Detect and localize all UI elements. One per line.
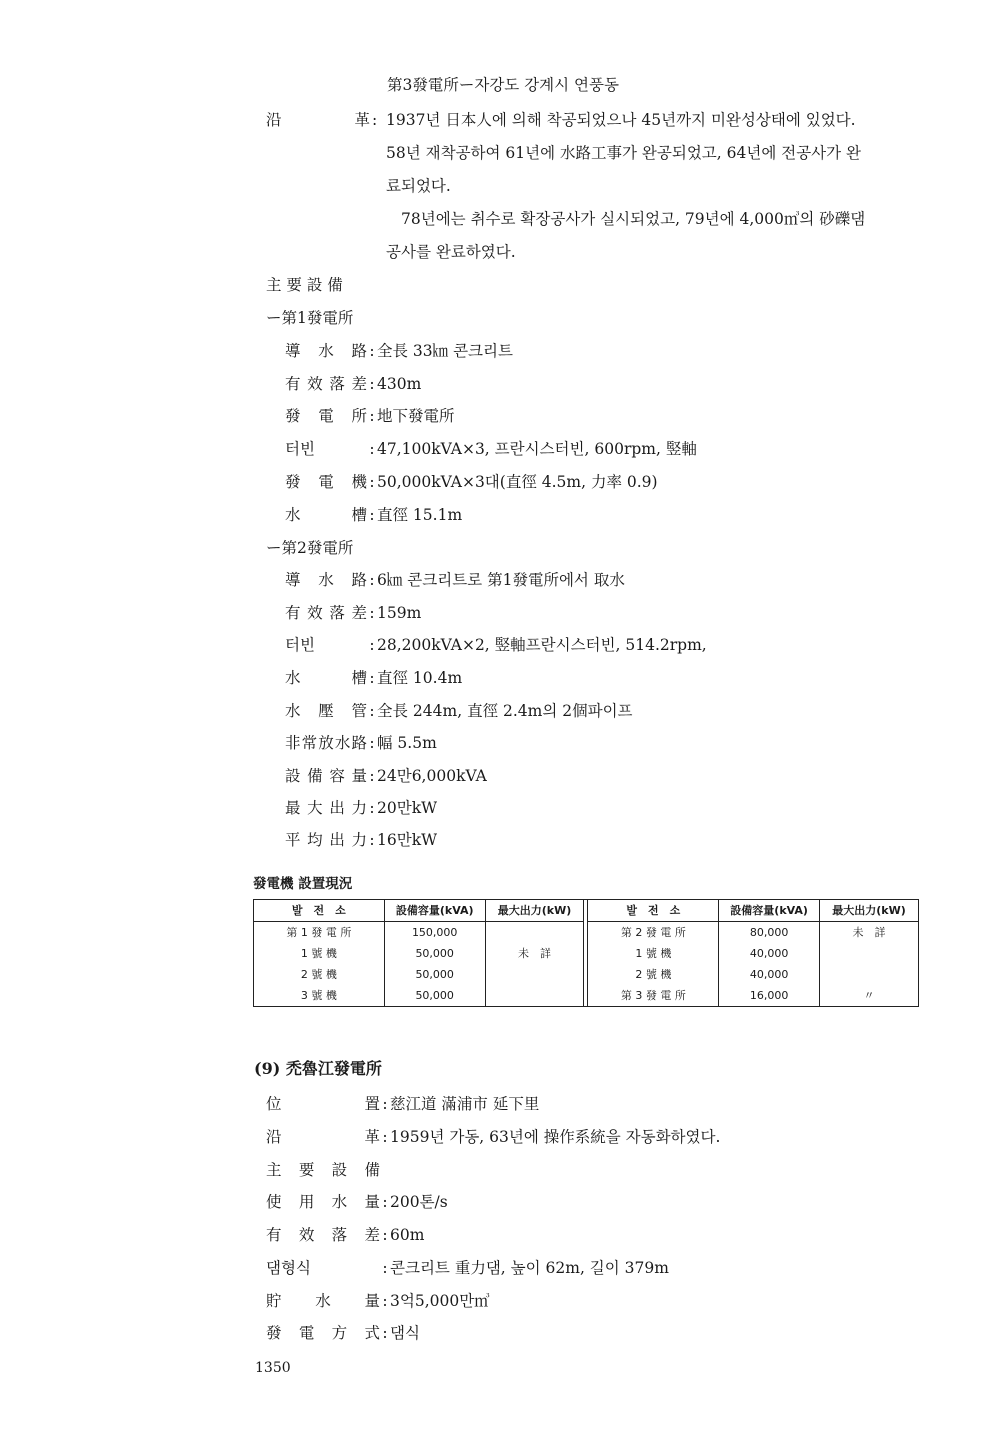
colon: : bbox=[372, 111, 378, 129]
history-line: 1937년 日本人에 의해 착공되었으나 45년까지 미완성상태에 있었다. bbox=[386, 111, 856, 129]
history-line: 공사를 완료하였다. bbox=[386, 243, 516, 261]
plant2-row: 有效落差 : 159m bbox=[285, 604, 422, 622]
table-header: 設備容量(kVA) bbox=[384, 900, 485, 922]
section9-row: 發電方式 : 댐식 bbox=[266, 1324, 420, 1342]
table-header: 발 전 소 bbox=[588, 900, 719, 922]
table-header-row bbox=[254, 900, 919, 922]
plant2-row: 水壓管 : 全長 244m, 直徑 2.4m의 2個파이프 bbox=[285, 702, 633, 720]
plant2-row: 平均出力 : 16만kW bbox=[285, 831, 438, 849]
table-header: 발 전 소 bbox=[254, 900, 385, 922]
generator-table bbox=[253, 899, 919, 1007]
table-row: 1 號 機 50,000 未 詳 1 號 機 40,000 bbox=[254, 943, 919, 964]
history-label: 沿 革 bbox=[266, 111, 370, 129]
plant2-row: 水槽 : 直徑 10.4m bbox=[285, 669, 463, 687]
section9-row: 댐형식 : 콘크리트 重力댐, 높이 62m, 길이 379m bbox=[266, 1259, 669, 1277]
main-equipment-heading: 主 要 設 備 bbox=[266, 276, 343, 294]
plant3-location: 第3發電所ー자강도 강계시 연풍동 bbox=[387, 76, 619, 94]
table-header: 最大出力(kW) bbox=[485, 900, 584, 922]
section9-row: 有效落差 : 60m bbox=[266, 1226, 425, 1244]
plant2-row: 非常放水路 : 幅 5.5m bbox=[285, 734, 437, 752]
plant2-row: 터빈 : 28,200kVA×2, 竪軸프란시스터빈, 514.2rpm, bbox=[285, 636, 707, 654]
plant2-title: ー第2發電所 bbox=[266, 539, 354, 557]
page-number: 1350 bbox=[255, 1360, 291, 1376]
table-header: 設備容量(kVA) bbox=[719, 900, 820, 922]
table-header: 最大出力(kW) bbox=[820, 900, 919, 922]
section9-row: 使用水量 : 200톤/s bbox=[266, 1193, 448, 1211]
plant1-row: 發電所 : 地下發電所 bbox=[285, 407, 455, 425]
history-line: 78년에는 취수로 확장공사가 실시되었고, 79년에 4,000㎥의 砂礫댐 bbox=[401, 210, 866, 228]
section9-row: 位置 : 慈江道 滿浦市 延下里 bbox=[266, 1095, 540, 1113]
section9-row: 沿革 : 1959년 가동, 63년에 操作系統을 자동화하였다. bbox=[266, 1128, 721, 1146]
plant2-row: 最大出力 : 20만kW bbox=[285, 799, 438, 817]
plant1-row: 導水路 : 全長 33㎞ 콘크리트 bbox=[285, 342, 513, 360]
section9-row: 貯水量 : 3억5,000만㎥ bbox=[266, 1292, 490, 1310]
plant1-row: 터빈 : 47,100kVA×3, 프란시스터빈, 600rpm, 竪軸 bbox=[285, 440, 697, 458]
plant1-title: ー第1發電所 bbox=[266, 309, 354, 327]
history-line: 58년 재착공하여 61년에 水路工事가 완공되었고, 64년에 전공사가 완 bbox=[386, 144, 862, 162]
table-caption: 發電機 設置現況 bbox=[253, 876, 353, 892]
table-row: 3 號 機 50,000 第 3 發 電 所 16,000 〃 bbox=[254, 985, 919, 1007]
table-row: 2 號 機 50,000 2 號 機 40,000 bbox=[254, 964, 919, 985]
plant2-row: 設備容量 : 24만6,000kVA bbox=[285, 767, 487, 785]
plant1-row: 水槽 : 直徑 15.1m bbox=[285, 506, 463, 524]
section9-row: 主要設備 bbox=[266, 1161, 380, 1179]
section9-title: (9) 禿魯江發電所 bbox=[254, 1059, 382, 1078]
plant2-row: 導水路 : 6㎞ 콘크리트로 第1發電所에서 取水 bbox=[285, 571, 625, 589]
history-line: 료되었다. bbox=[386, 177, 451, 195]
plant1-row: 有效落差 : 430m bbox=[285, 375, 422, 393]
table-row: 第 1 發 電 所 150,000 第 2 發 電 所 80,000 未 詳 bbox=[254, 921, 919, 943]
plant1-row: 發電機 : 50,000kVA×3대(直徑 4.5m, 力率 0.9) bbox=[285, 473, 658, 491]
